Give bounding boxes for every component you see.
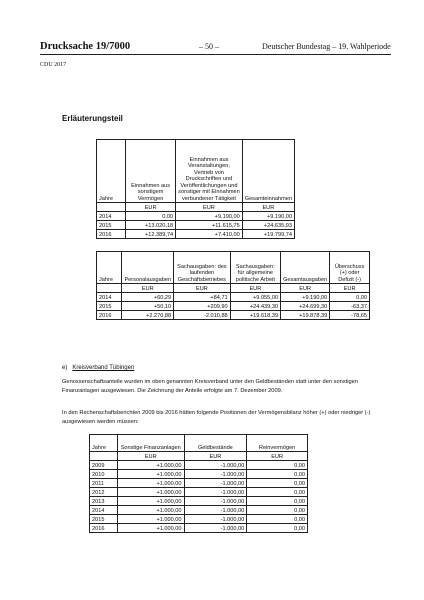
value-cell: +1.000,00: [117, 524, 184, 533]
value-cell: -1.000,00: [184, 515, 247, 524]
col-header-operations: Sachausgaben: des laufenden Geschäftsbetriebes: [174, 252, 231, 284]
col-header-cash: Geldbestände: [184, 435, 247, 452]
subsection-label: e): [62, 365, 68, 371]
year-cell: 2015: [90, 515, 118, 524]
value-cell: 0,00: [247, 479, 308, 488]
year-cell: 2012: [90, 488, 118, 497]
table-row: [90, 497, 308, 506]
col-header-political-work: Sachausgaben: für allgemeine politische Arbeit: [230, 252, 280, 284]
value-cell: 0,00: [247, 461, 308, 470]
unit-cell: EUR: [242, 203, 294, 212]
value-cell: -1.000,00: [184, 524, 247, 533]
table-row: [90, 470, 308, 479]
value-cell: 0,00: [247, 524, 308, 533]
unit-cell: EUR: [126, 203, 176, 212]
unit-cell: EUR: [174, 284, 231, 293]
party-report-label: CDU 2017: [40, 62, 67, 68]
document-number: Drucksache 19/7000: [40, 41, 131, 52]
value-cell: 0,00: [247, 497, 308, 506]
col-header-year: Jahre: [97, 140, 126, 203]
year-cell: 2013: [90, 497, 118, 506]
year-cell: 2014: [97, 293, 122, 302]
year-cell: 2009: [90, 461, 118, 470]
unit-cell: EUR: [184, 452, 247, 461]
value-cell: -63,37: [330, 302, 370, 311]
value-cell: +9.190,00: [281, 293, 330, 302]
col-header-other-assets: Einnahmen aus sonstigem Vermögen: [126, 140, 176, 203]
section-title: Erläuterungsteil: [62, 114, 123, 123]
col-header-surplus-deficit: Überschuss (+) oder Defizit (-): [330, 252, 370, 284]
unit-cell: EUR: [281, 284, 330, 293]
table-row: [90, 461, 308, 470]
col-header-total-income: Gesamteinnahmen: [242, 140, 294, 203]
col-header-net-assets: Reinvermögen: [247, 435, 308, 452]
value-cell: 0,00: [247, 515, 308, 524]
value-cell: -2.010,88: [174, 311, 231, 320]
year-cell: 2011: [90, 479, 118, 488]
table-row: [90, 479, 308, 488]
value-cell: 0,00: [330, 293, 370, 302]
col-header-other-financial: Sonstige Finanzanlagen: [117, 435, 184, 452]
table-row: [90, 488, 308, 497]
table-header-row: [90, 435, 308, 452]
table-row: [97, 311, 370, 320]
value-cell: -1.000,00: [184, 470, 247, 479]
value-cell: -1.000,00: [184, 488, 247, 497]
income-table: [96, 139, 295, 239]
value-cell: +19.878,39: [281, 311, 330, 320]
value-cell: +1.000,00: [117, 470, 184, 479]
balance-table: [89, 434, 308, 533]
value-cell: +11.615,75: [176, 221, 243, 230]
unit-cell: EUR: [230, 284, 280, 293]
value-cell: -1.000,00: [184, 479, 247, 488]
col-header-year: Jahre: [97, 252, 122, 284]
value-cell: +84,71: [174, 293, 231, 302]
paragraph-shares: Genossenschaftsanteile wurden im oben genannten Kreisverband unter den Geldbeständen statt unter den sonstigen Finanzanlagen ausgewiesen. Die Zeichnung der Anteile erfolgte am 7. Dezember 2009.: [62, 379, 358, 394]
table-unit-row: [97, 284, 370, 293]
value-cell: +60,29: [122, 293, 174, 302]
table-row: [97, 230, 295, 239]
unit-cell: EUR: [122, 284, 174, 293]
table-header-row: [97, 252, 370, 284]
value-cell: +1.000,00: [117, 497, 184, 506]
year-cell: 2016: [97, 230, 126, 239]
year-cell: 2010: [90, 470, 118, 479]
unit-cell: [97, 284, 122, 293]
value-cell: +9.190,00: [242, 212, 294, 221]
header-rule: [40, 54, 391, 55]
year-cell: 2015: [97, 302, 122, 311]
table-row: [90, 524, 308, 533]
value-cell: -78,65: [330, 311, 370, 320]
unit-cell: EUR: [247, 452, 308, 461]
table-unit-row: [90, 452, 308, 461]
value-cell: 0,00: [247, 506, 308, 515]
col-header-year: Jahre: [90, 435, 118, 452]
value-cell: +19.799,74: [242, 230, 294, 239]
table-row: [97, 212, 295, 221]
unit-cell: EUR: [117, 452, 184, 461]
value-cell: 0,00: [247, 488, 308, 497]
value-cell: +24.439,30: [230, 302, 280, 311]
value-cell: -1.000,00: [184, 461, 247, 470]
value-cell: +7.410,00: [176, 230, 243, 239]
value-cell: -1.000,00: [184, 497, 247, 506]
value-cell: +209,90: [174, 302, 231, 311]
subsection-title: Kreisverband Tübingen: [72, 365, 135, 371]
page-number: – 50 –: [199, 42, 219, 51]
col-header-personnel: Personalausgaben: [122, 252, 174, 284]
value-cell: +1.000,00: [117, 515, 184, 524]
value-cell: +24.699,30: [281, 302, 330, 311]
col-header-events-income: Einnahmen aus Veranstaltungen, Vertrieb von Druckschriften und Veröffentlichungen und sonstiger mit Einnahmen verbundener Tätigkeit: [176, 140, 243, 203]
table-row: [90, 506, 308, 515]
value-cell: 0,00: [247, 470, 308, 479]
paragraph-balance: In den Rechenschaftsberichten 2009 bis 2016 hätten folgende Positionen der Vermögensbilanz höher (+) oder niedriger (-) ausgewiesen werden müssen:: [62, 410, 371, 425]
table-row: [90, 515, 308, 524]
unit-cell: EUR: [330, 284, 370, 293]
value-cell: +50,10: [122, 302, 174, 311]
table-row: [97, 293, 370, 302]
table-row: [97, 302, 370, 311]
value-cell: +12.389,74: [126, 230, 176, 239]
expenses-table: [96, 251, 370, 320]
col-header-total-expenses: Gesamtausgaben: [281, 252, 330, 284]
value-cell: +2.270,88: [122, 311, 174, 320]
value-cell: +1.000,00: [117, 461, 184, 470]
value-cell: -1.000,00: [184, 506, 247, 515]
year-cell: 2016: [97, 311, 122, 320]
year-cell: 2014: [97, 212, 126, 221]
value-cell: +1.000,00: [117, 488, 184, 497]
value-cell: +1.000,00: [117, 506, 184, 515]
unit-cell: EUR: [176, 203, 243, 212]
unit-cell: [97, 203, 126, 212]
value-cell: +9.055,00: [230, 293, 280, 302]
year-cell: 2015: [97, 221, 126, 230]
table-header-row: [97, 140, 295, 203]
parliament-period: Deutscher Bundestag – 19. Wahlperiode: [262, 42, 391, 51]
value-cell: +13.020,18: [126, 221, 176, 230]
table-unit-row: [97, 203, 295, 212]
subsection-heading: [62, 365, 134, 371]
value-cell: 0,00: [126, 212, 176, 221]
year-cell: 2014: [90, 506, 118, 515]
value-cell: +19.618,39: [230, 311, 280, 320]
value-cell: +24.635,93: [242, 221, 294, 230]
value-cell: +1.000,00: [117, 479, 184, 488]
table-row: [97, 221, 295, 230]
value-cell: +9.190,00: [176, 212, 243, 221]
year-cell: 2016: [90, 524, 118, 533]
unit-cell: [90, 452, 118, 461]
